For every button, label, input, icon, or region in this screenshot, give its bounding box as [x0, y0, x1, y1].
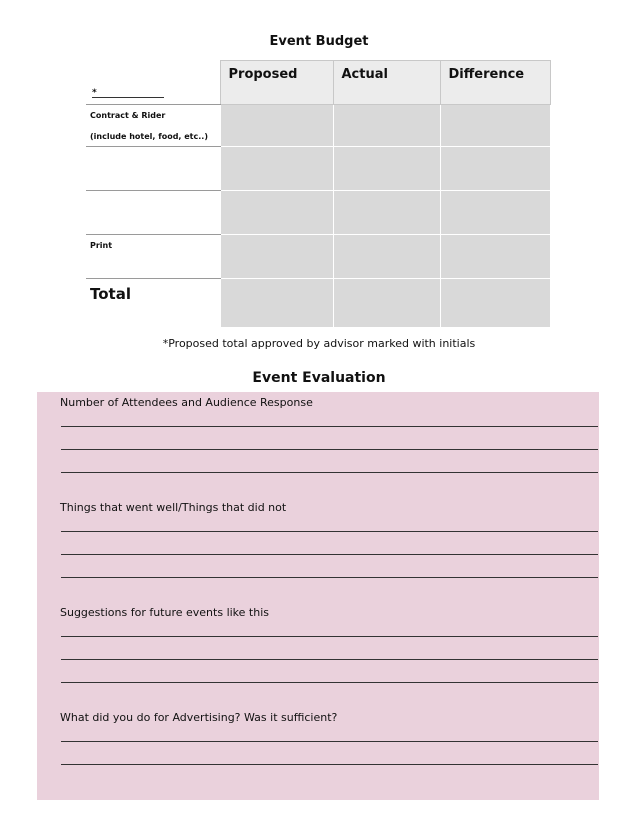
initials-cell	[86, 61, 220, 105]
proposed-cell[interactable]	[220, 191, 333, 235]
answer-line[interactable]	[61, 741, 598, 742]
answer-line[interactable]	[61, 659, 598, 660]
answer-line[interactable]	[61, 636, 598, 637]
question-advertising: What did you do for Advertising? Was it sufficient?	[60, 711, 338, 724]
row-label-print	[86, 235, 220, 279]
proposed-cell[interactable]	[220, 147, 333, 191]
answer-line[interactable]	[61, 426, 598, 427]
actual-cell[interactable]	[333, 147, 440, 191]
row-label-print-text: Print	[90, 241, 113, 250]
proposed-cell[interactable]	[220, 105, 333, 147]
budget-row-total	[86, 279, 550, 328]
answer-line[interactable]	[61, 554, 598, 555]
row-label-total-text: Total	[90, 285, 131, 303]
budget-header-row	[86, 61, 550, 105]
proposed-total-cell[interactable]	[220, 279, 333, 328]
question-went-well: Things that went well/Things that did not	[60, 501, 287, 514]
column-header-difference: Difference	[440, 61, 550, 105]
budget-row-print	[86, 235, 550, 279]
proposed-cell[interactable]	[220, 235, 333, 279]
row-label-contract-line1: Contract & Rider	[90, 111, 166, 120]
row-label-blank-2[interactable]	[86, 191, 220, 235]
budget-title: Event Budget	[269, 34, 369, 49]
row-label-contract	[86, 105, 220, 147]
actual-cell[interactable]	[333, 191, 440, 235]
budget-row-blank-2	[86, 191, 550, 235]
row-label-blank-1[interactable]	[86, 147, 220, 191]
answer-line[interactable]	[61, 577, 598, 578]
budget-row-contract	[86, 105, 550, 147]
actual-total-cell[interactable]	[333, 279, 440, 328]
answer-line[interactable]	[61, 682, 598, 683]
row-label-total	[86, 279, 220, 328]
column-header-actual: Actual	[333, 61, 440, 105]
difference-cell[interactable]	[440, 105, 550, 147]
difference-cell[interactable]	[440, 191, 550, 235]
answer-line[interactable]	[61, 531, 598, 532]
difference-cell[interactable]	[440, 235, 550, 279]
initials-blank[interactable]: *	[92, 89, 164, 98]
evaluation-title: Event Evaluation	[252, 370, 386, 386]
answer-line[interactable]	[61, 764, 598, 765]
question-suggestions: Suggestions for future events like this	[60, 606, 269, 619]
answer-line[interactable]	[61, 472, 598, 473]
actual-cell[interactable]	[333, 235, 440, 279]
actual-cell[interactable]	[333, 105, 440, 147]
question-attendees: Number of Attendees and Audience Response	[60, 396, 313, 409]
row-label-contract-line2: (include hotel, food, etc..)	[90, 132, 208, 141]
approval-note: *Proposed total approved by advisor marked with initials	[162, 337, 476, 350]
difference-cell[interactable]	[440, 147, 550, 191]
column-header-proposed: Proposed	[220, 61, 333, 105]
evaluation-section	[37, 392, 599, 800]
budget-table	[86, 60, 551, 328]
answer-line[interactable]	[61, 449, 598, 450]
budget-row-blank-1	[86, 147, 550, 191]
difference-total-cell[interactable]	[440, 279, 550, 328]
